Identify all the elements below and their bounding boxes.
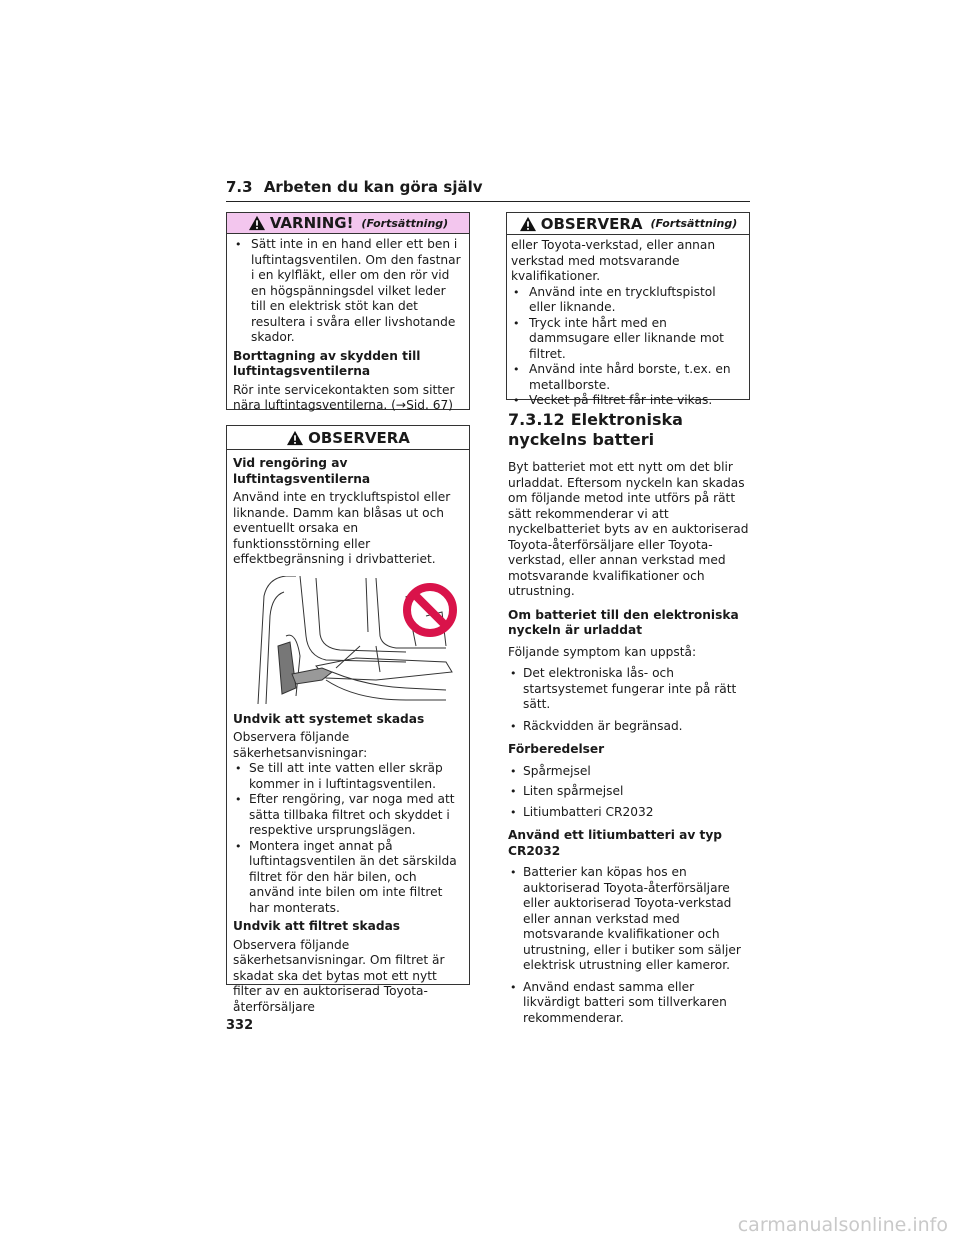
notice-2-bullet: • Vecket på filtret får inte vikas.: [511, 393, 745, 409]
warning-title: VARNING!: [269, 214, 354, 232]
notice-1-text-3: Observera följande säkerhetsanvisningar. Om filtret är skadat ska det bytas mot ett nytt filter av en auktoriserad Toyota-återförsäljare: [233, 937, 445, 1014]
section-subheading-1: Om batteriet till den elektroniska nyckeln är urladdat: [508, 607, 739, 637]
section-sub1-bullet: • Räckvidden är begränsad.: [508, 719, 750, 735]
warning-text-body: Rör inte servicekontakten som sitter nära luftintagsventilerna. (→Sid. 67): [233, 382, 455, 412]
notice-2-title-bar: [507, 213, 749, 235]
prohibited-icon: [402, 582, 458, 638]
notice-1-title: OBSERVERA: [308, 428, 410, 447]
warning-triangle-icon: [286, 430, 304, 446]
notice-2-continued: (Fortsättning): [650, 217, 738, 230]
notice-1-title-bar: [227, 426, 469, 450]
warning-title-bar: [227, 213, 469, 234]
section-sub1-bullet: • Det elektroniska lås- och startsystemet fungerar inte på rätt sätt.: [508, 666, 750, 713]
section-battery: [508, 410, 750, 1026]
warning-subheading: Borttagning av skydden till luftintagsventilerna: [233, 348, 421, 378]
notice-1-bullet: • Efter rengöring, var noga med att sätta tillbaka filtret och skyddet i respektive ursprungslägen.: [233, 792, 463, 839]
warning-triangle-icon: [519, 216, 537, 232]
section-number: 7.3.12: [508, 410, 565, 429]
notice-1-text-2: Observera följande säkerhetsanvisningar:: [233, 730, 368, 760]
section-intro: Byt batteriet mot ett nytt om det blir urladdat. Eftersom nyckeln kan skadas om följande metod inte utförs på rätt sätt rekommenderar vi att nyckelbatteriet byts av en auktoriserad Toyota-återförsäljare eller Toyota-verkstad, eller annan verkstad med motsvarande kvalifikationer och utrustning.: [508, 460, 749, 598]
notice-1-bullet: • Montera inget annat på luftintagsventilen än det särskilda filtret för den här bilen, och använd inte bilen om inte filtret har monterats.: [233, 839, 463, 917]
notice-1-text-1: Använd inte en tryckluftspistol eller liknande. Damm kan blåsas ut och eventuellt orsaka en funktionsstörning eller effektbegränsning i drivbatteriet.: [233, 490, 451, 566]
section-sub3-bullet: • Batterier kan köpas hos en auktoriserad Toyota-återförsäljare eller auktoriserad Toyota-verkstad eller annan verkstad med motsvarande kvalifikationer och utrustning, eller i butiker som säljer elektrisk utrustning eller kameror.: [508, 865, 750, 974]
notice-box-2: [506, 212, 750, 407]
warning-box: [226, 212, 470, 410]
notice-1-bullet: • Se till att inte vatten eller skräp kommer in i luftintagsventilen.: [233, 761, 463, 792]
section-sub1-text: Följande symptom kan uppstå:: [508, 644, 697, 659]
warning-text: [233, 383, 463, 414]
notice-2-title: OBSERVERA: [540, 214, 643, 233]
warning-bullet: • Sätt inte in en hand eller ett ben i luftintagsventilen. Om den fastnar i en kylfläkt, eller om den rör vid en högspänningsdel vilket leder till en elektrisk stöt kan det resultera i svåra eller livshotande skador.: [233, 237, 463, 346]
notice-2-bullet: • Använd inte hård borste, t.ex. en metallborste.: [511, 362, 745, 393]
notice-1-subheading-3: Undvik att filtret skadas: [233, 919, 401, 933]
section-title: [508, 410, 750, 450]
notice-2-bullet: • Tryck inte hårt med en dammsugare eller liknande mot filtret.: [511, 316, 745, 363]
section-header-title: Arbeten du kan göra själv: [263, 178, 483, 196]
section-sub3-bullet: • Använd endast samma eller likvärdigt batteri som tillverkaren rekommenderar.: [508, 980, 750, 1027]
section-sub2-bullet: • Spårmejsel: [508, 764, 750, 780]
page-number: 332: [226, 1018, 254, 1033]
section-header-number: 7.3: [226, 178, 253, 196]
section-subheading-2: Förberedelser: [508, 742, 605, 756]
notice-2-text: eller Toyota-verkstad, eller annan verkstad med motsvarande kvalifikationer.: [511, 238, 716, 283]
section-sub2-bullet: • Liten spårmejsel: [508, 784, 750, 800]
warning-triangle-icon: [248, 215, 266, 231]
notice-2-bullet: • Använd inte en tryckluftspistol eller liknande.: [511, 285, 745, 316]
header-divider: [226, 201, 750, 202]
notice-box-1: [226, 425, 470, 1014]
vent-cleaning-illustration: [256, 576, 456, 706]
section-title-text: Elektroniska nyckelns batteri: [508, 410, 683, 449]
notice-1-subheading-1: Vid rengöring av luftintagsventilerna: [233, 456, 371, 486]
section-header: [226, 178, 750, 200]
watermark[interactable]: carmanualsonline.info: [737, 1214, 948, 1236]
notice-1-subheading-2: Undvik att systemet skadas: [233, 711, 425, 726]
section-subheading-3: Använd ett litiumbatteri av typ CR2032: [508, 828, 723, 858]
warning-continued: (Fortsättning): [361, 216, 449, 230]
section-sub2-bullet: • Litiumbatteri CR2032: [508, 805, 750, 821]
